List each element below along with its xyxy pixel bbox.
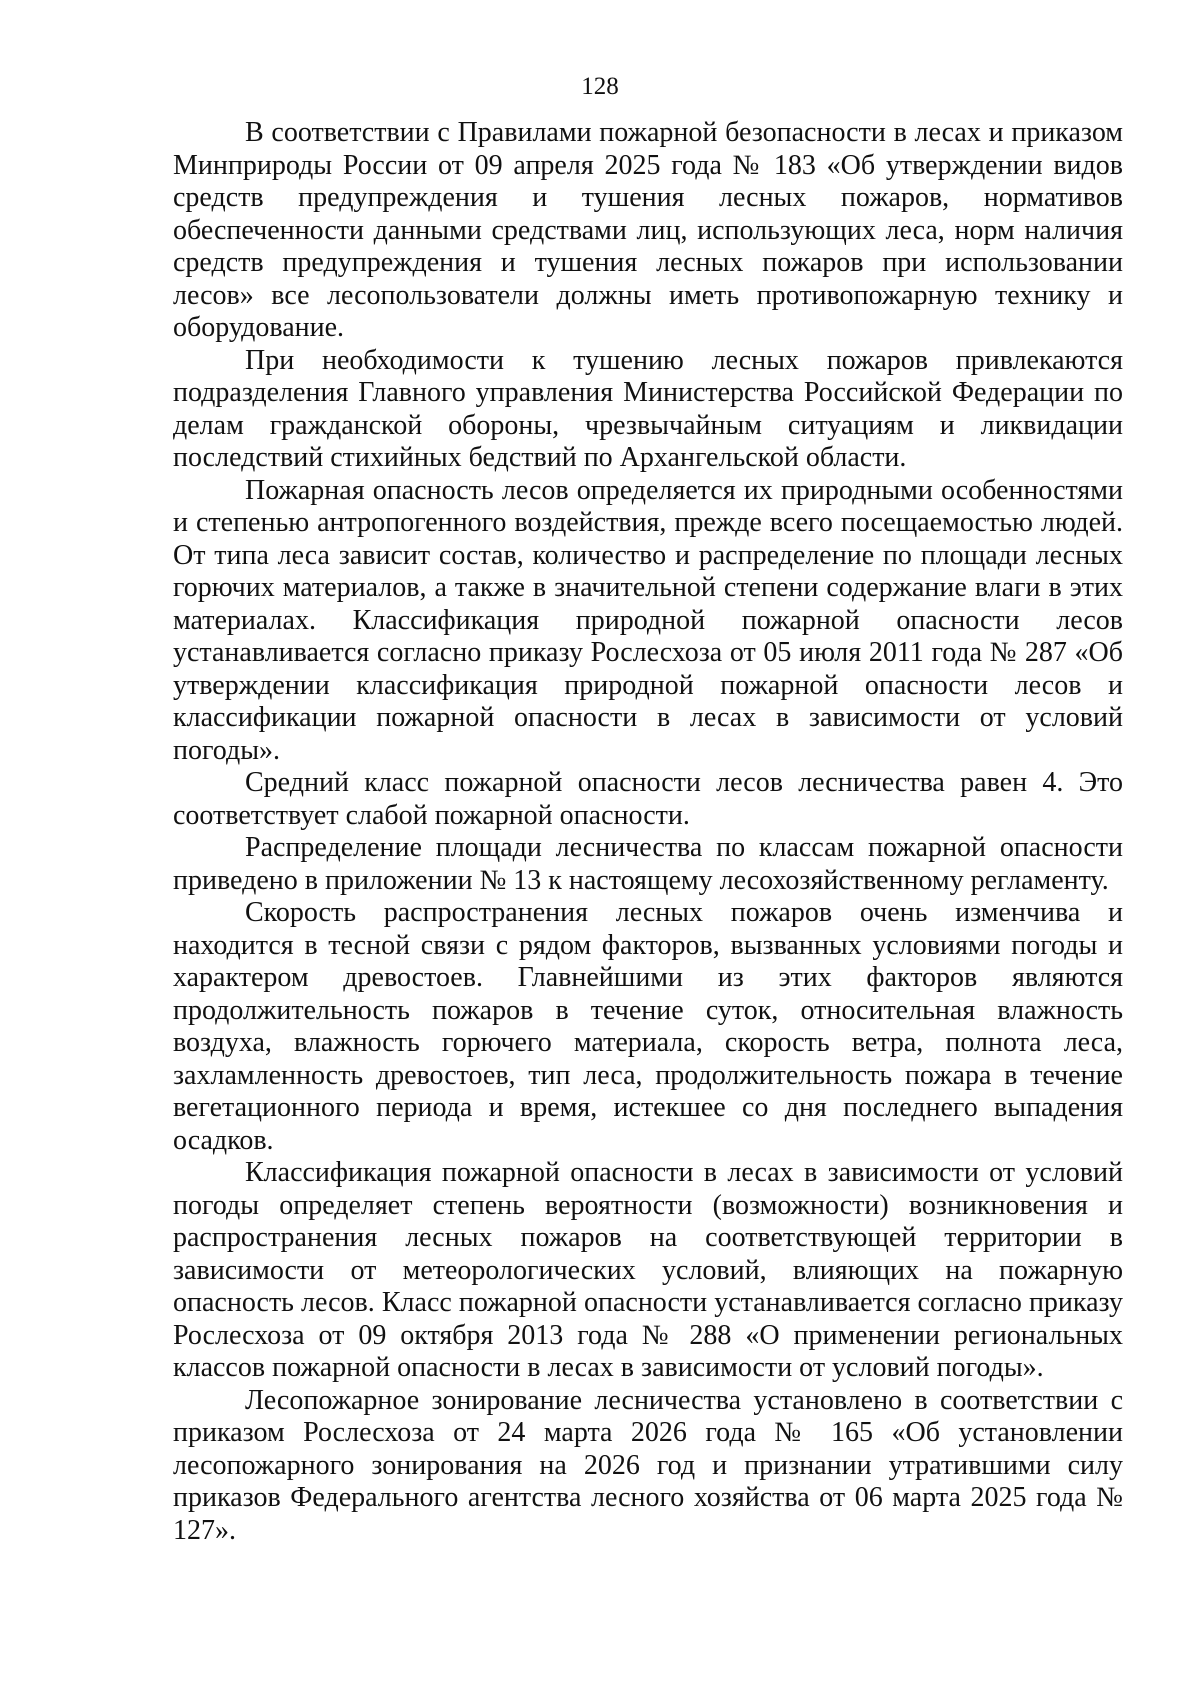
page-number: 128 xyxy=(581,73,619,100)
paragraph-area-distribution: Распределение площади лесничества по классам пожарной опасности приведено в приложении № 13 к настоящему лесохозяйственному регламенту. xyxy=(173,832,1123,896)
body-text xyxy=(173,117,1123,1547)
paragraph-emergency-units: При необходимости к тушению лесных пожаров привлекаются подразделения Главного управления Министерства Российской Федерации по делам гражданской обороны, чрезвычайным ситуациям и ликвидации последствий стихийных бедствий по Архангельской области. xyxy=(173,344,1123,473)
paragraph-weather-classification: Классификация пожарной опасности в лесах в зависимости от условий погоды определяет степень вероятности (возможности) возникновения и распространения лесных пожаров на соответствующей территории в зависимости от метеорологических условий, влияющих на пожарную опасность лесов. Класс пожарной опасности устанавливается согласно приказу Рослесхоза от 09 октября 2013 года № 288 «О применении региональных классов пожарной опасности в лесах в зависимости от условий погоды». xyxy=(173,1157,1123,1383)
paragraph-average-class: Средний класс пожарной опасности лесов лесничества равен 4. Это соответствует слабой пожарной опасности. xyxy=(173,767,1123,831)
paragraph-fire-hazard-classification: Пожарная опасность лесов определяется их природными особенностями и степенью антропогенного воздействия, прежде всего посещаемостью людей. От типа леса зависит состав, количество и распределение по площади лесных горючих материалов, а также в значительной степени содержание влаги в этих материалах. Классификация природной пожарной опасности лесов устанавливается согласно приказу Рослесхоза от 05 июля 2011 года № 287 «Об утверждении классификация природной пожарной опасности лесов и классификации пожарной опасности в лесах в зависимости от условий погоды». xyxy=(173,474,1123,766)
paragraph-fire-equipment: В соответствии с Правилами пожарной безопасности в лесах и приказом Минприроды России от 09 апреля 2025 года № 183 «Об утверждении видов средств предупреждения и тушения лесных пожаров, нормативов обеспеченности данными средствами лиц, использующих леса, норм наличия средств предупреждения и тушения лесных пожаров при использовании лесов» все лесопользователи должны иметь противопожарную технику и оборудование. xyxy=(173,117,1123,343)
paragraph-fire-zoning: Лесопожарное зонирование лесничества установлено в соответствии с приказом Рослесхоза от 24 марта 2026 года № 165 «Об установлении лесопожарного зонирования на 2026 год и признании утратившими силу приказов Федерального агентства лесного хозяйства от 06 марта 2025 года № 127». xyxy=(173,1384,1123,1546)
paragraph-spread-speed: Скорость распространения лесных пожаров очень изменчива и находится в тесной связи с рядом факторов, вызванных условиями погоды и характером древостоев. Главнейшими из этих факторов являются продолжительность пожаров в течение суток, относительная влажность воздуха, влажность горючего материала, скорость ветра, полнота леса, захламленность древостоев, тип леса, продолжительность пожара в течение вегетационного периода и время, истекшее со дня последнего выпадения осадков. xyxy=(173,897,1123,1156)
